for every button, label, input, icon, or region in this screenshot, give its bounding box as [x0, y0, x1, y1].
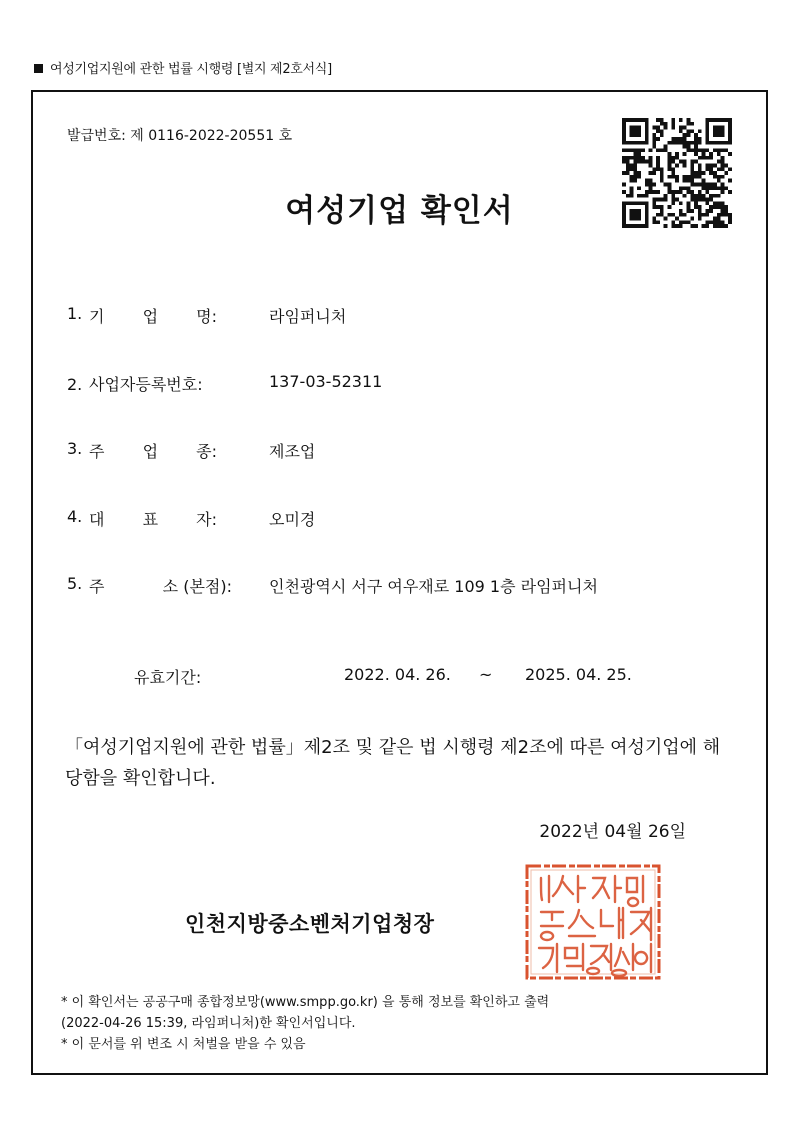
validity-label: 유효기간: — [134, 668, 202, 687]
confirmation-statement: 「여성기업지원에 관한 법률」제2조 및 같은 법 시행령 제2조에 따른 여성기업에 해당함을 확인합니다. — [65, 737, 721, 789]
field-address-value: 인천광역시 서구 여우재로 109 1층 라임퍼니처 — [269, 577, 598, 596]
field-business-number-value: 137-03-52311 — [269, 372, 383, 391]
field-representative-value: 오미경 — [269, 510, 316, 529]
validity-end: 2025. 04. 25. — [525, 665, 632, 684]
document-title: 여성기업 확인서 — [285, 193, 514, 229]
note-line: * 이 확인서는 공공구매 종합정보망(www.smpp.go.kr) 을 통해 정보를 확인하고 출력 — [61, 995, 550, 1010]
official-seal-icon — [523, 862, 663, 982]
square-bullet-icon — [34, 64, 43, 73]
issue-date: 2022년 04월 26일 — [539, 822, 686, 842]
certificate-frame — [31, 90, 768, 1075]
field-address: 5. 주 소 (본점): — [67, 574, 232, 596]
field-company-name — [67, 304, 217, 327]
field-label: 1. 기 업 명: — [67, 304, 217, 326]
footer-notes — [61, 992, 751, 1055]
issuer-name: 인천지방중소벤처기업청장 — [185, 912, 435, 936]
field-business-number: 2. 사업자등록번호: — [67, 375, 203, 394]
validity-start: 2022. 04. 26. — [344, 665, 451, 684]
issue-number: 발급번호: 제 0116-2022-20551 호 — [67, 128, 293, 144]
field-business-type: 3. 주 업 종: — [67, 439, 217, 461]
field-business-type-value: 제조업 — [269, 442, 316, 461]
field-representative: 4. 대 표 자: — [67, 507, 217, 529]
note-line: * 이 문서를 위 변조 시 처벌을 받을 수 있음 — [61, 1037, 306, 1052]
form-header — [34, 58, 332, 77]
field-company-name-value: 라임퍼니처 — [269, 307, 347, 326]
validity-separator: ~ — [479, 665, 493, 684]
note-line: (2022-04-26 15:39, 라임퍼니처)한 확인서입니다. — [61, 1016, 356, 1031]
form-header-text: 여성기업지원에 관한 법률 시행령 [별지 제2호서식] — [50, 62, 332, 77]
